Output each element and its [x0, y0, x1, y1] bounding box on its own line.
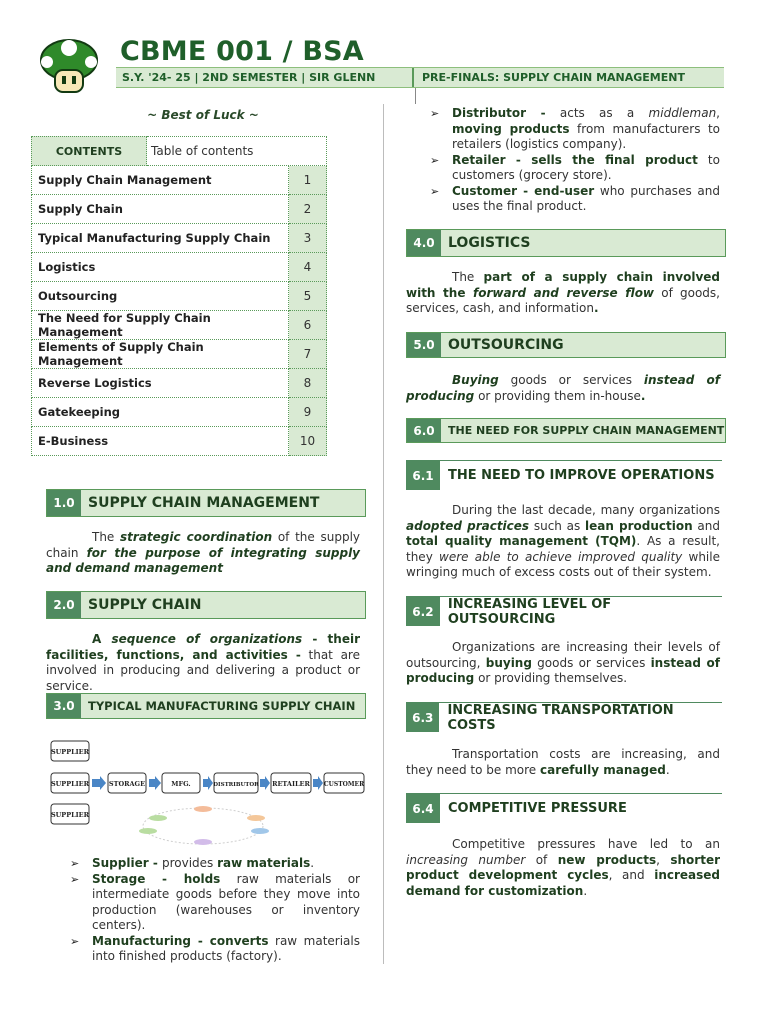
toc-row-name: Supply Chain Management — [31, 166, 289, 195]
toc-row-name: Supply Chain — [31, 195, 289, 224]
toc-header — [31, 136, 327, 166]
diagram-retailer: RETAILER — [272, 780, 310, 788]
section-number: 6.4 — [406, 794, 440, 823]
toc-row-num: 3 — [289, 224, 327, 253]
toc-row[interactable] — [31, 311, 327, 340]
section-title: LOGISTICS — [448, 235, 531, 251]
section-number: 3.0 — [47, 694, 81, 718]
toc-row-num: 6 — [289, 311, 327, 340]
arrow-bullet-icon: ➢ — [430, 153, 440, 167]
column-divider — [383, 104, 384, 964]
section-header-2 — [46, 591, 366, 619]
diagram-supplier-mid: SUPPLIER — [50, 780, 90, 788]
section-header-3 — [46, 693, 366, 719]
toc-row[interactable] — [31, 224, 327, 253]
section-6-3-text: Transportation costs are increasing, and they need to be more carefully managed. — [406, 747, 720, 777]
toc-row-num: 5 — [289, 282, 327, 311]
diagram-supplier-bot: SUPPLIER — [50, 811, 90, 819]
supply-chain-roles-list — [70, 856, 360, 965]
diagram-customer: CUSTOMER — [323, 781, 365, 788]
toc-row-name: Elements of Supply Chain Management — [31, 340, 289, 369]
best-of-luck: ~ Best of Luck ~ — [147, 108, 259, 122]
subsection-header-6-4 — [406, 793, 722, 823]
toc-row[interactable] — [31, 340, 327, 369]
section-6-4-text: Competitive pressures have led to an increasing number of new products, shorter product development cycles, and increased demand for customization. — [406, 837, 720, 898]
toc-row[interactable] — [31, 398, 327, 427]
supply-chain-roles-list-cont — [430, 106, 720, 215]
section-number: 6.2 — [406, 597, 440, 626]
section-header-4 — [406, 229, 726, 257]
section-title: THE NEED FOR SUPPLY CHAIN MANAGEMENT — [448, 424, 725, 437]
diagram-cycle-graphic — [139, 806, 269, 845]
mushroom-logo-icon — [38, 38, 100, 94]
section-header-1 — [46, 489, 366, 517]
list-item: ➢ Manufacturing - converts raw materials into finished products (factory). — [70, 933, 360, 963]
header-divider — [415, 88, 416, 104]
toc-row-num: 1 — [289, 166, 327, 195]
list-item: ➢ Supplier - provides raw materials. — [70, 856, 315, 870]
section-number: 1.0 — [47, 490, 81, 516]
section-number: 5.0 — [407, 333, 441, 357]
toc-row[interactable] — [31, 369, 327, 398]
page-title: CBME 001 / BSA — [120, 36, 364, 67]
arrow-bullet-icon: ➢ — [70, 872, 80, 886]
toc-row[interactable] — [31, 195, 327, 224]
arrow-bullet-icon: ➢ — [70, 934, 80, 948]
diagram-storage: STORAGE — [108, 780, 146, 788]
supply-chain-diagram — [48, 738, 366, 848]
section-number: 6.3 — [406, 703, 439, 732]
toc-row-name: Outsourcing — [31, 282, 289, 311]
toc-row[interactable] — [31, 253, 327, 282]
arrow-bullet-icon: ➢ — [430, 184, 440, 198]
toc-row-name: E-Business — [31, 427, 289, 456]
toc-row-num: 4 — [289, 253, 327, 282]
section-4-text: The part of a supply chain involved with the forward and reverse flow of goods, services, cash, and information. — [406, 270, 720, 315]
list-item: ➢ Storage - holds raw materials or intermediate goods before they move into production (warehouses or inventory centers). — [70, 871, 360, 932]
diagram-supplier-top: SUPPLIER — [50, 748, 90, 756]
toc-header-label: CONTENTS — [31, 136, 147, 166]
section-number: 6.0 — [407, 419, 441, 442]
subsection-header-6-3 — [406, 702, 722, 732]
section-title: INCREASING TRANSPORTATION COSTS — [447, 702, 674, 733]
section-title: SUPPLY CHAIN — [88, 597, 202, 613]
section-number: 6.1 — [406, 461, 440, 490]
section-title: TYPICAL MANUFACTURING SUPPLY CHAIN — [88, 699, 356, 713]
section-title: SUPPLY CHAIN MANAGEMENT — [88, 495, 320, 511]
section-number: 4.0 — [407, 230, 441, 256]
toc-row[interactable] — [31, 166, 327, 195]
subtitle-divider — [412, 68, 414, 87]
section-title: OUTSOURCING — [448, 337, 564, 353]
toc-row-num: 2 — [289, 195, 327, 224]
topic-info: PRE-FINALS: SUPPLY CHAIN MANAGEMENT — [422, 71, 685, 84]
subsection-header-6-2 — [406, 596, 722, 626]
toc-header-desc: Table of contents — [147, 136, 327, 166]
table-of-contents — [31, 136, 327, 456]
toc-row[interactable] — [31, 427, 327, 456]
toc-row-name: Logistics — [31, 253, 289, 282]
toc-row-num: 10 — [289, 427, 327, 456]
section-header-5 — [406, 332, 726, 358]
toc-row-name: Typical Manufacturing Supply Chain — [31, 224, 289, 253]
arrow-bullet-icon: ➢ — [430, 107, 440, 120]
list-item: ➢ Retailer - sells the final product to customers (grocery store). — [430, 152, 720, 182]
section-2-text: A sequence of organizations - their facilities, functions, and activities - that are involved in producing and delivering a product or service. — [46, 632, 361, 693]
subtitle-bar — [116, 67, 724, 88]
section-title: COMPETITIVE PRESSURE — [448, 801, 627, 816]
subsection-header-6-1 — [406, 460, 722, 490]
toc-row-num: 9 — [289, 398, 327, 427]
list-item: ➢ Distributor - acts as a middleman, moving products from manufacturers to retailers (logistics company). — [430, 106, 720, 151]
list-item: ➢ Customer - end-user who purchases and uses the final product. — [430, 183, 720, 213]
section-5-text: Buying goods or services instead of producing or providing them in-house. — [406, 373, 720, 403]
section-title: INCREASING LEVEL OF OUTSOURCING — [447, 596, 612, 627]
toc-row-num: 7 — [289, 340, 327, 369]
section-title: THE NEED TO IMPROVE OPERATIONS — [448, 468, 715, 483]
toc-row-name: Reverse Logistics — [31, 369, 289, 398]
arrow-bullet-icon: ➢ — [70, 857, 80, 870]
section-number: 2.0 — [47, 592, 81, 618]
toc-row-name: Gatekeeping — [31, 398, 289, 427]
section-6-1-text: During the last decade, many organizations adopted practices such as lean production and total quality management (TQM). As a result, they were able to achieve improved quality while wringing much of excess costs out of their system. — [406, 503, 721, 579]
section-1-text: The strategic coordination of the supply chain for the purpose of integrating supply and demand management — [46, 530, 361, 575]
diagram-distributor: DISTRIBUTOR — [213, 782, 259, 788]
toc-row[interactable] — [31, 282, 327, 311]
section-header-6 — [406, 418, 726, 443]
diagram-mfg: MFG. — [171, 780, 191, 788]
course-info: S.Y. '24- 25 | 2ND SEMESTER | SIR GLENN — [122, 71, 376, 84]
toc-row-name: The Need for Supply Chain Management — [31, 311, 289, 340]
toc-row-num: 8 — [289, 369, 327, 398]
section-6-2-text: Organizations are increasing their levels of outsourcing, buying goods or services instead of producing or providing themselves. — [406, 640, 720, 685]
